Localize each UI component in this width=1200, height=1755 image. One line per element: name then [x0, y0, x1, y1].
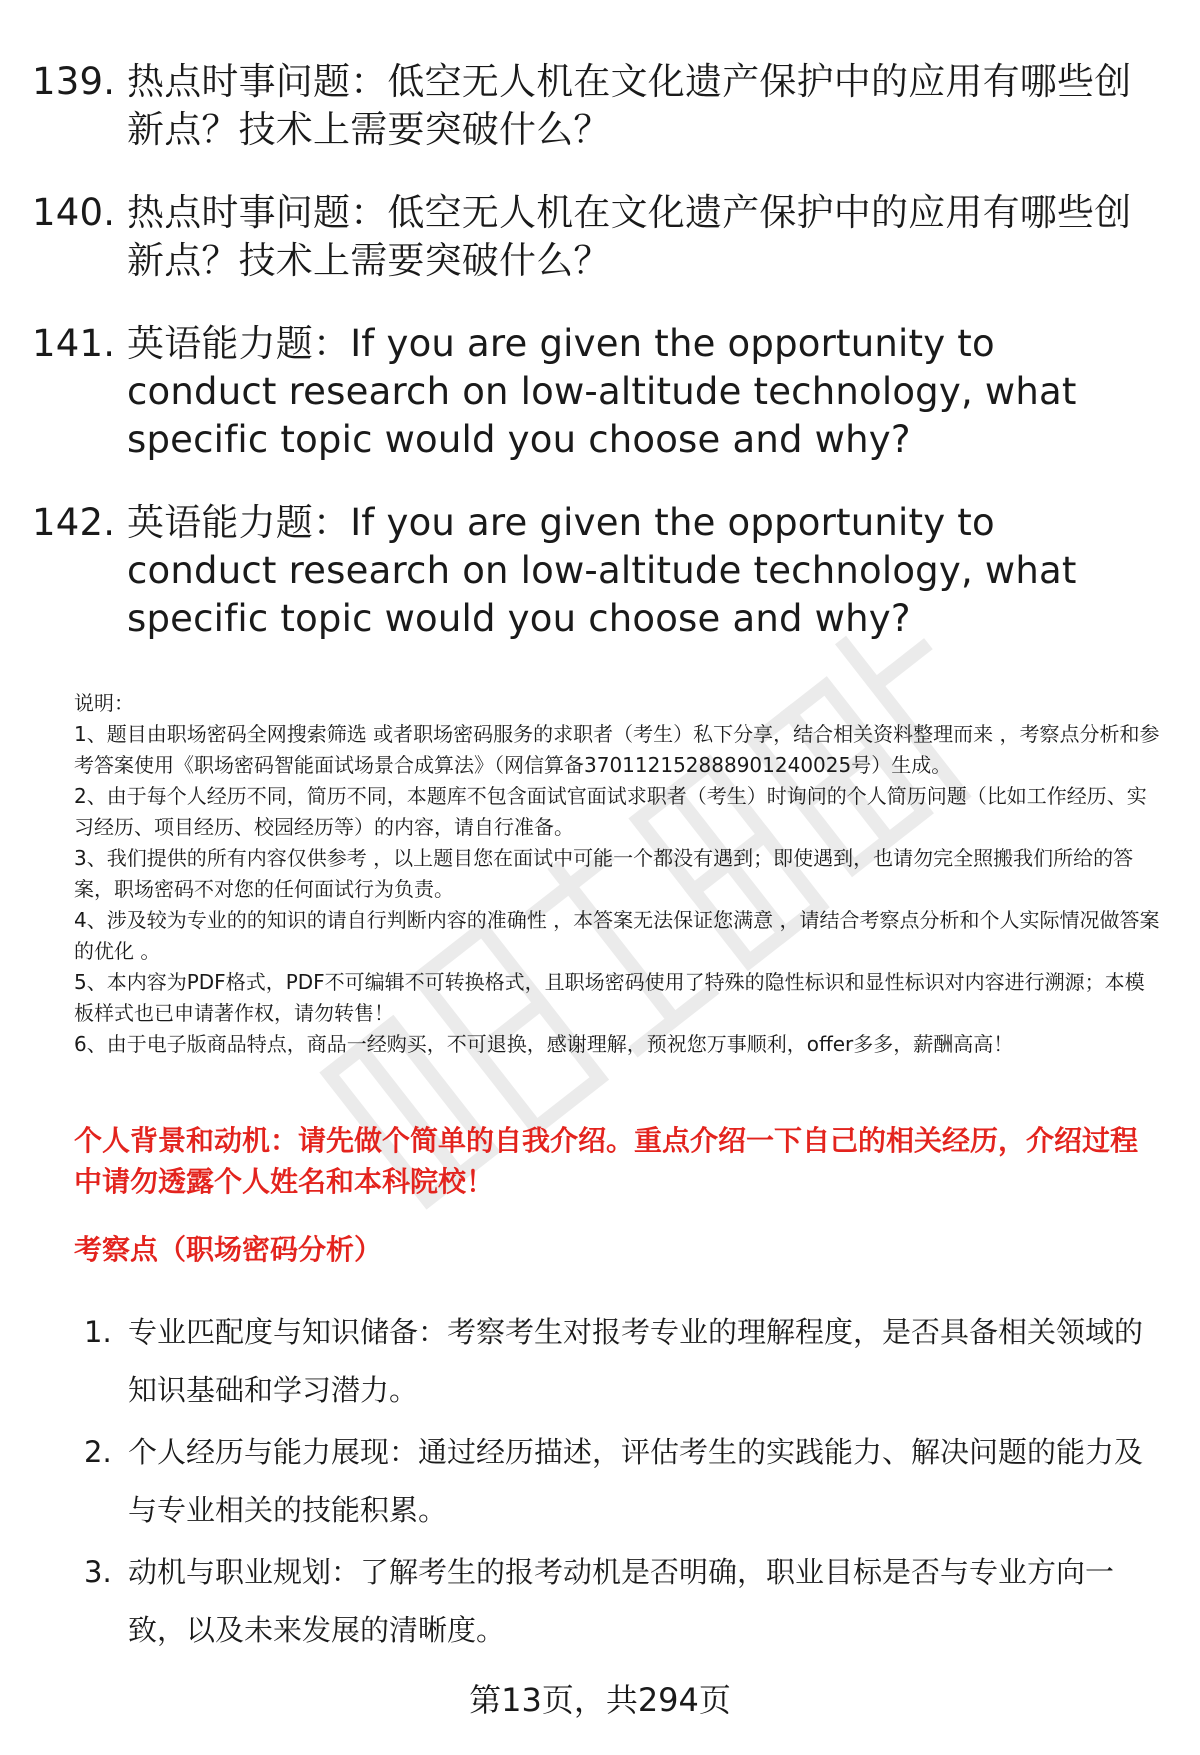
analysis-number: 2.	[84, 1435, 112, 1469]
note-item: 5、本内容为PDF格式，PDF不可编辑不可转换格式，且职场密码使用了特殊的隐性标识和显性标识对内容进行溯源；本模板样式也已申请著作权，请勿转售！	[74, 970, 1145, 1025]
analysis-list	[84, 1303, 1164, 1663]
section-question-title: 个人背景和动机：请先做个简单的自我介绍。重点介绍一下自己的相关经历，介绍过程中请勿透露个人姓名和本科院校！	[74, 1124, 1139, 1198]
question-item	[32, 320, 1152, 464]
note-item: 4、涉及较为专业的的知识的请自行判断内容的准确性 ，本答案无法保证您满意 ，请结合考察点分析和个人实际情况做答案的优化 。	[74, 908, 1160, 963]
question-item	[32, 58, 1152, 154]
question-list	[32, 58, 1152, 678]
note-item: 3、我们提供的所有内容仅供参考 ，以上题目您在面试中可能一个都没有遇到；即使遇到，也请勿完全照搬我们所给的答案，职场密码不对您的任何面试行为负责。	[74, 846, 1134, 901]
note-item: 1、题目由职场密码全网搜索筛选 或者职场密码服务的求职者（考生）私下分享，结合相关资料整理而来 ，考察点分析和参考答案使用《职场密码智能面试场景合成算法》（网信算备370112152888901240025号）生成。	[74, 722, 1160, 777]
analysis-number: 1.	[84, 1315, 112, 1349]
note-item: 2、由于每个人经历不同，简历不同，本题库不包含面试官面试求职者（考生）时询问的个人简历问题（比如工作经历、实习经历、项目经历、校园经历等）的内容，请自行准备。	[74, 784, 1147, 839]
question-item	[32, 499, 1152, 643]
question-text: 热点时事问题：低空无人机在文化遗产保护中的应用有哪些创新点？技术上需要突破什么？	[127, 60, 1132, 151]
analysis-item	[84, 1423, 1164, 1539]
note-item: 6、由于电子版商品特点，商品一经购买，不可退换，感谢理解，预祝您万事顺利，offer多多，薪酬高高！	[74, 1032, 1014, 1056]
analysis-item	[84, 1303, 1164, 1419]
question-text: 英语能力题：If you are given the opportunity to conduct research on low-altitude technology, what specific topic would you choose and why?	[127, 322, 1077, 461]
question-number: 140.	[32, 191, 116, 234]
question-item	[32, 189, 1152, 285]
question-number: 142.	[32, 501, 116, 544]
notes-heading: 说明：	[74, 691, 134, 715]
question-text: 热点时事问题：低空无人机在文化遗产保护中的应用有哪些创新点？技术上需要突破什么？	[127, 191, 1132, 282]
analysis-item	[84, 1543, 1164, 1659]
question-number: 141.	[32, 322, 116, 365]
analysis-text: 专业匹配度与知识储备：考察考生对报考专业的理解程度，是否具备相关领域的知识基础和学习潜力。	[128, 1315, 1144, 1407]
question-text: 英语能力题：If you are given the opportunity to conduct research on low-altitude technology, what specific topic would you choose and why?	[127, 501, 1077, 640]
analysis-title: 考察点（职场密码分析）	[74, 1233, 383, 1266]
analysis-text: 动机与职业规划：了解考生的报考动机是否明确，职业目标是否与专业方向一致，以及未来发展的清晰度。	[128, 1555, 1115, 1647]
question-number: 139.	[32, 60, 116, 103]
analysis-number: 3.	[84, 1555, 112, 1589]
analysis-text: 个人经历与能力展现：通过经历描述，评估考生的实践能力、解决问题的能力及与专业相关的技能积累。	[128, 1435, 1144, 1527]
page-footer: 第13页，共294页	[469, 1681, 731, 1719]
notes-section	[74, 688, 1164, 1060]
